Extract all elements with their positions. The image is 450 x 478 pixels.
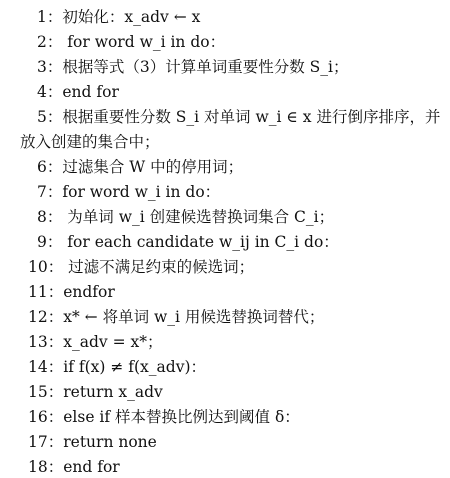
line-text: 放入创建的集合中； [20,133,160,151]
line-number: 16： [28,408,64,426]
line-text: endfor [63,283,115,301]
line-number: 13： [28,333,64,351]
line-text: else if 样本替换比例达到阈值 δ： [63,408,300,426]
algorithm-line [28,335,162,351]
line-text: end for [62,83,119,101]
algorithm-line [37,110,440,126]
line-text: 初始化：x_adv ← x [62,8,201,26]
line-text: for each candidate w_ij in C_i do： [62,233,339,251]
algorithm-line [28,260,254,276]
algorithm-line [37,35,225,51]
line-text: 过滤不满足约束的候选词； [63,258,255,276]
line-text: 根据等式（3）计算单词重要性分数 S_i； [62,58,349,76]
line-number: 15： [28,383,64,401]
algorithm-line [37,10,200,26]
line-text: 为单词 w_i 创建候选替换词集合 C_i； [62,208,335,226]
line-text: x_adv = x*； [63,333,163,351]
algorithm-line [28,410,300,426]
algorithm-line [37,160,243,176]
algorithm-line [37,60,349,76]
algorithm-line [37,85,119,101]
line-number: 5： [37,108,63,126]
line-number: 1： [37,8,63,26]
algorithm-line [28,285,115,301]
line-number: 4： [37,83,63,101]
line-text: 根据重要性分数 S_i 对单词 w_i ∈ x 进行倒序排序，并 [62,108,441,126]
line-number: 11： [28,283,64,301]
algorithm-line [37,235,339,251]
line-text: x* ← 将单词 w_i 用候选替换词替代； [63,308,325,326]
line-text: 过滤集合 W 中的停用词； [62,158,244,176]
line-number: 12： [28,308,64,326]
algorithm-line [28,310,324,326]
algorithm-line [37,210,334,226]
line-number: 18： [28,458,64,476]
line-number: 3： [37,58,63,76]
line-number: 9： [37,233,63,251]
algorithm-line-continuation [20,135,160,151]
line-number: 17： [28,433,64,451]
line-text: return x_adv [63,383,163,401]
line-text: end for [63,458,120,476]
line-number: 10： [28,258,64,276]
line-text: return none [63,433,157,451]
algorithm-line [28,435,157,451]
line-number: 7： [37,183,63,201]
line-text: for word w_i in do： [62,33,226,51]
algorithm-line [28,385,163,401]
line-number: 14： [28,358,64,376]
algorithm-line [28,460,120,476]
line-number: 2： [37,33,63,51]
algorithm-line [37,185,220,201]
algorithm-line [28,360,206,376]
line-text: if f(x) ≠ f(x_adv)： [63,358,207,376]
line-number: 6： [37,158,63,176]
line-text: for word w_i in do： [62,183,221,201]
line-number: 8： [37,208,63,226]
